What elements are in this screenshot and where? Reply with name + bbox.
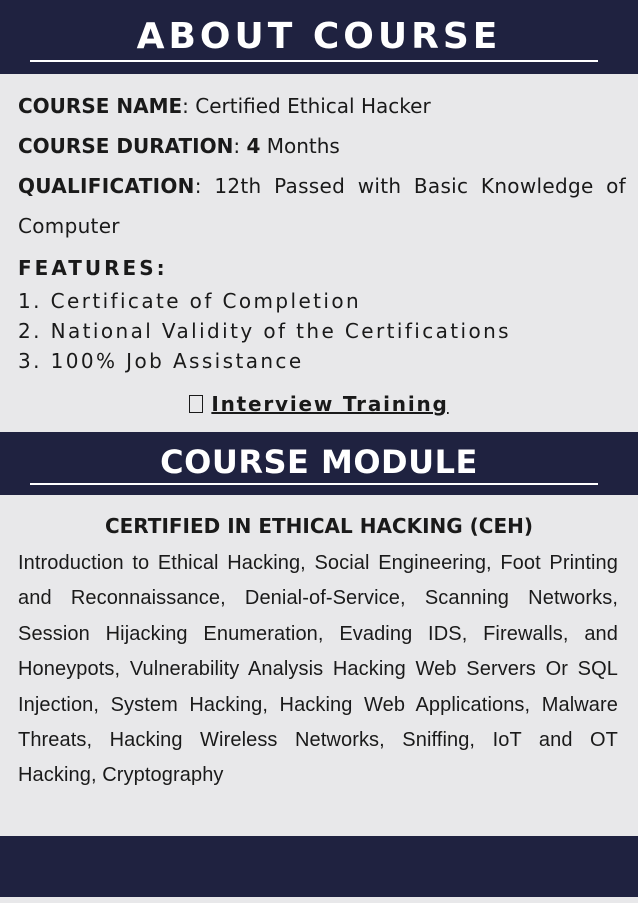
qualification-value: 12th Passed with Basic Knowledge of Computer xyxy=(18,174,626,238)
course-duration-unit: Months xyxy=(266,134,340,158)
missing-glyph-icon xyxy=(189,395,203,413)
feature-item: 2. National Validity of the Certifications xyxy=(18,319,512,343)
course-module-heading: COURSE MODULE xyxy=(160,443,478,481)
features-label: FEATURES xyxy=(18,256,157,280)
course-name-label: COURSE NAME xyxy=(18,94,183,118)
course-duration-number: 4 xyxy=(246,134,261,158)
course-name-value: Certified Ethical Hacker xyxy=(195,94,431,118)
feature-item: 1. Certificate of Completion xyxy=(18,289,362,313)
ceh-title: CERTIFIED IN ETHICAL HACKING (CEH) xyxy=(104,514,534,538)
qualification-row: QUALIFICATION: 12th Passed with Basic Knowledge of Computer xyxy=(18,174,626,238)
ceh-topics: Introduction to Ethical Hacking, Social Engineering, Foot Printing and Reconnaissance, Denial-of-Service, Scanning Networks, Session Hijacking Enumeration, Evading IDS, Firewalls, and Honeypots, Vulnerability Analysis Hacking Web Servers Or SQL Injection, System Hacking, Hacking Web Applications, Malware Threats, Hacking Wireless Networks, Sniffing, IoT and OT Hacking, Cryptography xyxy=(18,552,618,787)
module-heading-underline xyxy=(30,483,598,485)
course-duration-row: COURSE DURATION: 4 Months xyxy=(18,134,340,158)
qualification-label: QUALIFICATION xyxy=(18,174,195,198)
features-list xyxy=(18,286,511,376)
course-name-row: COURSE NAME: Certified Ethical Hacker xyxy=(18,94,431,118)
interview-training-label: Interview Training xyxy=(211,392,449,416)
footer-band xyxy=(0,836,638,897)
features-heading: FEATURES: xyxy=(18,256,168,280)
course-duration-label: COURSE DURATION xyxy=(18,134,234,158)
interview-training-link[interactable] xyxy=(0,392,638,416)
feature-item: 3. 100% Job Assistance xyxy=(18,349,304,373)
about-heading-underline xyxy=(30,60,598,62)
about-course-heading: ABOUT COURSE xyxy=(136,16,502,57)
